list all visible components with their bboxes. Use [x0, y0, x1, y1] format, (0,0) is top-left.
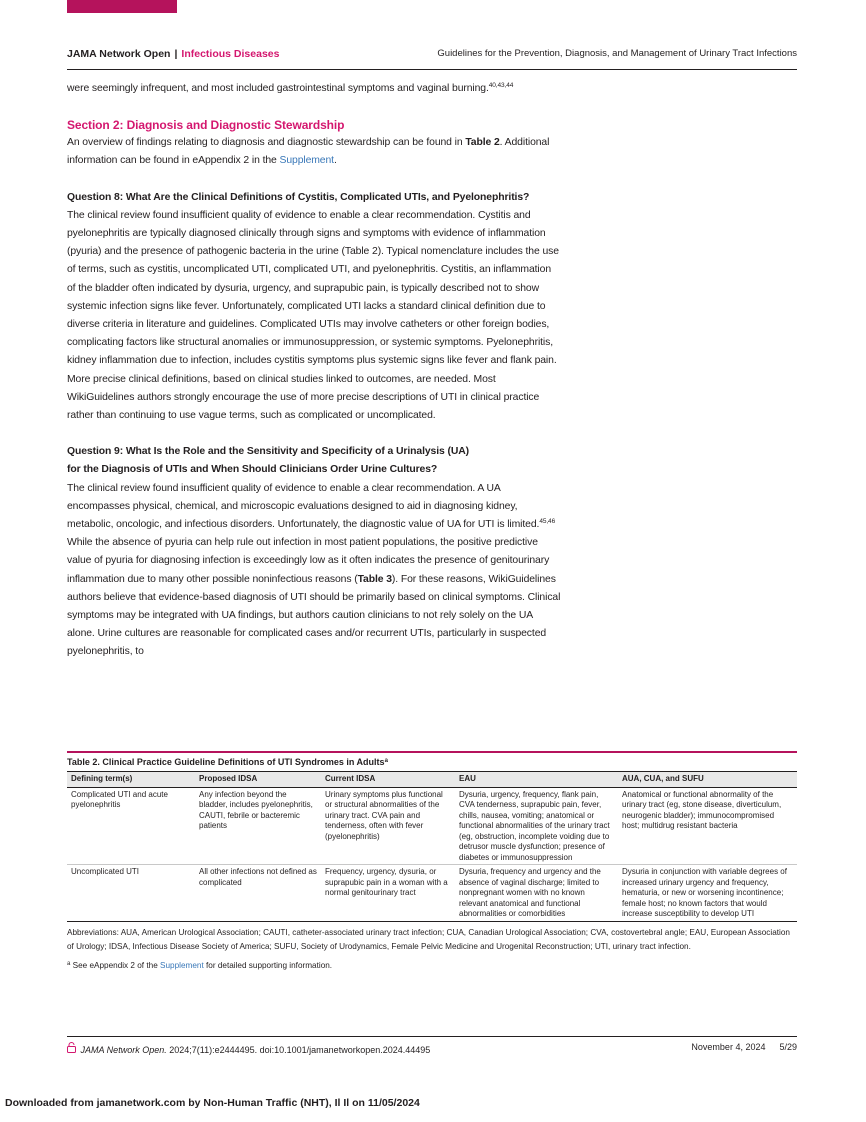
table-cell: Uncomplicated UTI [67, 865, 195, 922]
question-9-paragraph: The clinical review found insufficient quality of evidence to enable a clear recommendation. A UA encompasses physical, chemical, and microscopic evaluations designed to aid in diagnosing kidney, metabolic, oncologic, and infectious disorders. Unfortunately, the diagnostic value of UA for UTI is limited.$^{45,46}$ While the absence of pyuria can help rule out infection in most patient populations, the positive predictive value of pyuria for diagnosing infection is exceedingly low as it often indicates the presence of genitourinary inflammation due to many other possible noninfectious reasons (Table 3). For these reasons, WikiGuidelines authors believe that evidence-based diagnosis of UTI should be primarily based on clinical symptoms. Clinical symptoms may be integrated with UA findings, but authors caution clinicians to not rely solely on the UA alone. Urine cultures are reasonable for complicated cases and/or recurrent UTIs, particularly in suspected pyelonephritis, to [67, 482, 561, 658]
column-header: Proposed IDSA [195, 772, 321, 788]
table-row [67, 865, 797, 922]
question-8-heading: Question 8: What Are the Clinical Definitions of Cystitis, Complicated UTIs, and Pyelonephritis? [67, 191, 530, 203]
table-cell: Dysuria, frequency and urgency and the absence of vaginal discharge; limited to nonpregnant women with no known relevant anatomical and functional abnormalities or comorbidities [455, 865, 618, 922]
column-header: EAU [455, 772, 618, 788]
section-2-intro: An overview of findings relating to diagnosis and diagnostic stewardship can be found in Table 2. Additional information can be found in eAppendix 2 in the Supplement. [67, 137, 550, 167]
reference-superscript: 40,43,44 [488, 82, 514, 89]
table-2-reference[interactable]: Table 2 [465, 137, 500, 149]
table-3-reference[interactable]: Table 3 [357, 573, 392, 585]
table-cell: Dysuria, urgency, frequency, flank pain, CVA tenderness, suprapubic pain, fever, chills, nausea, vomiting; anatomical or functional abnormalities of the urinary tract (eg, obstruction, incomplete voiding due to detrusor muscle dysfunction; presence of diabetes or immunosuppression [459, 789, 610, 862]
question-9-heading-line-1: Question 9: What Is the Role and the Sensitivity and Specificity of a Urinalysis (UA) [67, 446, 470, 458]
table-cell: All other infections not defined as complicated [195, 865, 321, 922]
article-body [67, 80, 562, 662]
download-notice: Downloaded from jamanetwork.com by Non-Human Traffic (NHT), Il Il on 11/05/2024 [5, 1097, 420, 1109]
table-cell: Frequency, urgency, dysuria, or suprapubic pain in a woman with a normal genitourinary tract [321, 865, 455, 922]
question-8-paragraph: The clinical review found insufficient quality of evidence to enable a clear recommendation. Cystitis and pyelonephritis are typically diagnosed clinically through signs and symptoms with evidence of inflammation (pyuria) and the presence of pathogenic bacteria in the urine (Table 2). Typical nomenclature includes the use of terms, such as cystitis, uncomplicated UTI, complicated UTI, and pyelonephritis. Cystitis, an inflammation of the bladder often indicated by dysuria, urgency, and suprapubic pain, is typically described not to show systemic infection signs like fever. Unfortunately, complicated UTI lacks a standard clinical definition due to diverse criteria in literature and guidelines. Complicated UTIs may involve catheters or other foreign bodies, complicating factors like structural anomalies or immunosuppression, or systemic symptoms. Pyelonephritis, kidney inflammation due to infection, includes cystitis symptoms plus systemic signs like fever and flank pain. More precise clinical definitions, based on clinical studies linked to outcomes, are needed. Most WikiGuidelines authors strongly encourage the use of more precise descriptions of UTI in clinical practice rather than continuing to use vague terms, such as complicated or uncomplicated. [67, 209, 559, 422]
top-accent-bar [67, 0, 177, 13]
publication-date: November 4, 2024 [691, 1042, 766, 1052]
footer-divider [67, 1036, 797, 1037]
table-cell: Urinary symptoms plus functional or structural abnormalities of the urinary tract. CVA pain and tenderness, often with fever (pyelonephritis) [325, 789, 443, 841]
table-cell: Dysuria in conjunction with variable degrees of increased urinary urgency and frequency, hematuria, or new or worsening incontinence; female host; no known factors that would increase susceptibility to develop UTI [618, 865, 797, 922]
column-header: Defining term(s) [67, 772, 195, 788]
header-divider [67, 69, 797, 70]
column-header: Current IDSA [321, 772, 455, 788]
continuation-paragraph: were seemingly infrequent, and most included gastrointestinal symptoms and vaginal burning.$^{40,43,44}$ [67, 82, 514, 94]
citation: JAMA Network Open. 2024;7(11):e2444495. doi:10.1001/jamanetworkopen.2024.44495 [80, 1045, 431, 1055]
definitions-table [67, 771, 797, 922]
table-title-footnote-mark: a [384, 758, 388, 764]
running-title: Guidelines for the Prevention, Diagnosis, and Management of Urinary Tract Infections [437, 48, 797, 59]
table-row [67, 787, 797, 865]
page-footer [67, 1042, 797, 1055]
section-2-heading: Section 2: Diagnosis and Diagnostic Stewardship [67, 118, 345, 133]
supplement-link[interactable]: Supplement [279, 155, 334, 167]
header-separator: | [174, 48, 178, 60]
column-header: AUA, CUA, and SUFU [618, 772, 797, 788]
table-footnote: $^a$ See eAppendix 2 of the Supplement for detailed supporting information. [67, 960, 333, 970]
section-label: Infectious Diseases [181, 48, 280, 60]
table-cell: Complicated UTI and acute pyelonephritis [71, 789, 168, 809]
table-cell: Any infection beyond the bladder, includes pyelonephritis, CAUTI, febrile or bacteremic patients [199, 789, 313, 830]
supplement-link[interactable]: Supplement [160, 960, 204, 970]
table-cell: Anatomical or functional abnormality of the urinary tract (eg, stone disease, diverticulum, neurogenic bladder); immunocompromised host; multidrug resistant bacteria [622, 789, 782, 830]
table-header-row [67, 772, 797, 788]
page-number: 5/29 [779, 1042, 797, 1052]
table-2 [67, 751, 797, 972]
footer-right [691, 1042, 797, 1052]
table-title: Table 2. Clinical Practice Guideline Definitions of UTI Syndromes in Adults$^a$ [67, 757, 388, 767]
journal-name: JAMA Network Open [67, 48, 171, 60]
question-9-heading-line-2: for the Diagnosis of UTIs and When Should Clinicians Order Urine Cultures? [67, 464, 438, 476]
table-abbreviations: Abbreviations: AUA, American Urological Association; CAUTI, catheter-associated urinary tract infection; CUA, Canadian Urological Association; CVA, costovertebral angle; EAU, European Association of Urology; IDSA, Infectious Disease Society of America; SUFU, Society of Urodynamics, Female Pelvic Medicine and Urogenital Reconstruction; UTI, urinary tract infection. [67, 927, 790, 951]
page-header [67, 48, 797, 60]
reference-superscript: 45,46 [539, 518, 556, 526]
open-access-lock-icon [67, 1042, 78, 1055]
